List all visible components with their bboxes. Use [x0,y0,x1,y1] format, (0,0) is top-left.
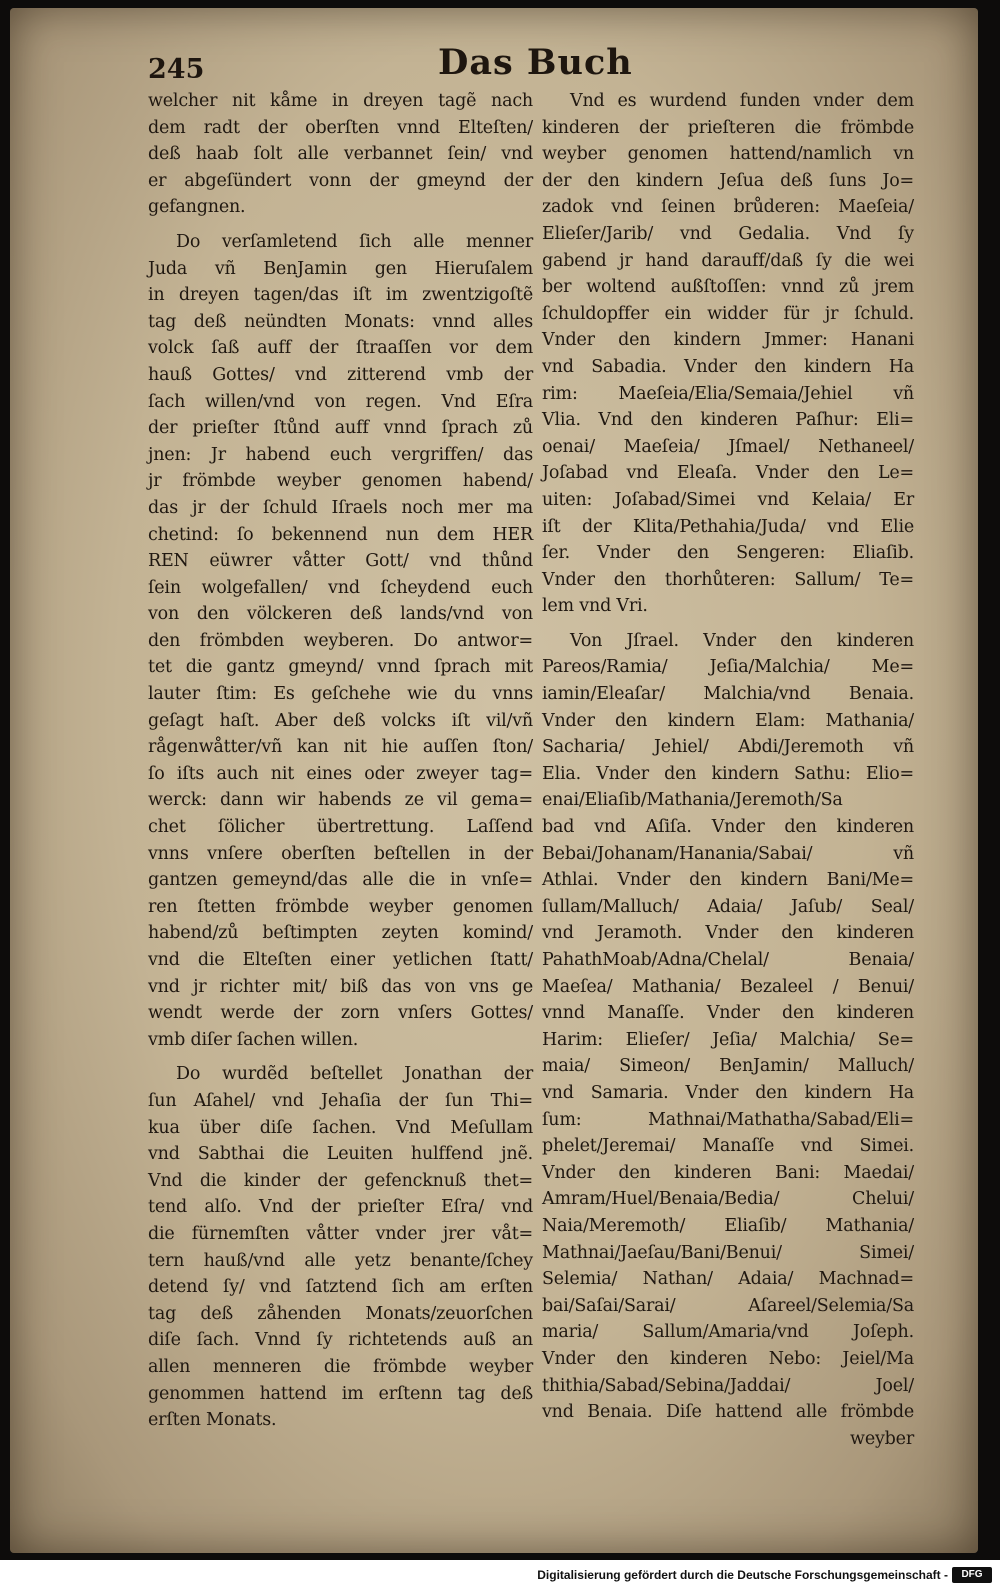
text-line: uiten: Joſabad/Simei vnd Kelaia/ Er [542,489,914,510]
text-line: Pareos/Ramia/ Jeſia/Malchia/ Me= [542,657,914,678]
text-line: ſo iſts auch nit eines oder zweyer tag= [148,763,533,784]
text-line: wendt werde der zorn vnſers Gottes/ [148,1003,533,1024]
text-line: Athlai. Vnder den kindern Bani/Me= [542,870,914,891]
text-line: tern hauß/vnd alle yetz benante/ſchey [148,1250,533,1271]
text-line: Vnd die kinder der gefencknuß thet= [148,1170,533,1191]
text-line: Vlia. Vnd den kinderen Paſhur: Eli= [542,410,914,431]
text-line: der den kindern Jeſua deß ſuns Jo= [542,170,914,191]
text-line: Elieſer/Jarib/ vnd Gedalia. Vnd ſy [542,223,914,244]
text-line: tend alſo. Vnd der prieſter Eſra/ vnd [148,1197,533,1218]
running-head: Das Buch [438,42,633,83]
text-line: ſum: Mathnai/Mathatha/Sabad/Eli= [542,1109,914,1130]
text-line: chet ſölicher übertrettung. Laſſend [148,817,533,838]
text-line: Maeſea/ Mathania/ Bezaleel / Benui/ [542,976,914,997]
text-line: vnd jr richter mit/ biß das von vns ge [148,976,533,997]
text-line: Do verſamletend ſich alle menner [176,231,533,252]
text-line: lem vnd Vri. [542,596,648,617]
text-line: Amram/Huel/Benaia/Bedia/ Chelui/ [542,1189,914,1210]
text-line: rim: Maeſeia/Elia/Semaia/Jehiel vñ [542,383,914,404]
text-line: weyber genomen hattend/namlich vn [542,144,914,165]
text-line: diſe ſach. Vnnd ſy richtetends auß an [148,1330,533,1351]
text-line: jr frömbde weyber genomen habend/ [148,471,533,492]
text-line: ſun Aſahel/ vnd Jehaſia der ſun Thi= [148,1090,533,1111]
funding-credit: Digitalisierung gefördert durch die Deutsche Forschungsgemeinschaft - [537,1568,948,1582]
text-line: vnd Benaia. Diſe hattend alle frömbde [542,1402,914,1423]
text-line: kinderen der prieſteren die frömbde [542,117,914,138]
text-line: Von Jſrael. Vnder den kinderen [570,630,914,651]
text-line: iamin/Eleaſar/ Malchia/vnd Benaia. [542,684,914,705]
text-line: vnnd Manaſſe. Vnder den kinderen [542,1003,914,1024]
text-line: ſullam/Malluch/ Adaia/ Jaſub/ Seal/ [542,896,914,917]
text-line: dem radt der oberſten vnnd Elteſten/ [148,117,533,138]
page-header [148,40,908,88]
text-line: vnns vnſere oberſten beſtellen in der [148,843,533,864]
text-line: genommen hattend im erſtenn tag deß [148,1383,533,1404]
text-line: rågenwåtter/vñ kan nit hie auſſen ſton/ [148,737,533,758]
text-line: bad vnd Aſiſa. Vnder den kinderen [542,817,914,838]
page-number: 245 [148,54,205,85]
text-line: allen menneren die frömbde weyber [148,1356,533,1377]
text-line: werck: dann wir habends ze vil gema= [148,790,533,811]
text-line: tag deß neündten Monats: vnnd alles [148,311,533,332]
text-line: er abgeſündert vonn der gmeynd der [148,170,533,191]
text-line: ſchuldopffer ein widder für jr ſchuld. [542,303,914,324]
text-line: habend/zů beſtimpten zeyten komind/ [148,923,533,944]
text-line: volck ſaß auff der ſtraaſſen vor dem [148,338,533,359]
text-line: ber woltend außſtoſſen: vnnd zů jrem [542,277,914,298]
text-line: der prieſter ſtůnd auff vnnd ſprach zů [148,418,533,439]
text-line: ſein wolgefallen/ vnd ſcheydend euch [148,577,533,598]
text-line: Selemia/ Nathan/ Adaia/ Machnad= [542,1269,914,1290]
text-line: Vnder den kindern Jmmer: Hanani [542,330,914,351]
text-line: welcher nit kåme in dreyen tagẽ nach [148,91,533,111]
text-line: Joſabad vnd Eleaſa. Vnder den Le= [542,463,914,484]
text-line: REN eüwrer våtter Gott/ vnd thůnd [148,551,533,572]
right-text-column [542,88,914,1452]
text-line: oenai/ Maeſeia/ Jſmael/ Nethaneel/ [542,436,914,457]
text-line: ren ſtetten frömbde weyber genomen [148,896,533,917]
text-line: iſt der Klita/Pethahia/Juda/ vnd Elie [542,516,914,537]
text-line: PahathMoab/Adna/Chelal/ Benaia/ [542,950,914,970]
text-line: thithia/Sabad/Sebina/Jaddai/ Joel/ [542,1375,914,1396]
text-line: weyber [850,1428,914,1449]
text-line: bai/Saſai/Sarai/ Aſareel/Selemia/Sa [542,1295,914,1316]
paragraph-gap [148,1053,533,1061]
paragraph-gap [542,620,914,628]
text-line: phelet/Jeremai/ Manaſſe vnd Simei. [542,1136,914,1157]
text-line: Vnder den kinderen Nebo: Jeiel/Ma [542,1348,914,1369]
text-line: Sacharia/ Jehiel/ Abdi/Jeremoth vñ [542,737,914,758]
text-line: maia/ Simeon/ BenJamin/ Malluch/ [542,1056,914,1077]
text-line: Naia/Meremoth/ Eliaſib/ Mathania/ [542,1215,914,1236]
text-line: vnd Sabthai die Leuiten hulffend jnẽ. [148,1144,533,1165]
text-line: ſer. Vnder den Sengeren: Eliaſib. [542,543,914,564]
text-line: in dreyen tagen/das iſt im zwentzigoſtẽ [148,285,533,306]
text-line: Juda vñ BenJamin gen Hieruſalem [148,258,533,279]
left-text-column [148,88,533,1434]
text-line: Vnder den kinderen Bani: Maedai/ [542,1162,914,1183]
text-line: detend ſy/ vnd ſatztend ſich am erſten [148,1277,533,1298]
text-line: maria/ Sallum/Amaria/vnd Joſeph. [542,1322,914,1343]
text-line: jnen: Jr habend euch vergriffen/ das [148,444,533,465]
paragraph-gap [148,221,533,229]
text-line: Vnder den kindern Elam: Mathania/ [542,710,914,731]
text-line: von den völckeren deß lands/vnd von [148,604,533,625]
text-line: ſach willen/vnd von regen. Vnd Eſra [148,391,533,412]
dfg-logo: DFG [952,1567,992,1583]
text-line: Do wurdẽd beſtellet Jonathan der [176,1064,533,1085]
text-line: chetind: ſo bekennend nun dem HER [148,524,533,545]
text-line: deß haab ſolt alle verbannet ſein/ vnd [148,144,533,165]
text-line: hauß Gottes/ vnd zitterend vmb der [148,364,533,385]
text-line: Vnd es wurdend funden vnder dem [570,91,914,111]
text-line: gantzen gemeynd/das alle die in vnſe= [148,870,533,891]
text-line: Bebai/Johanam/Hanania/Sabai/ vñ [542,843,914,864]
text-line: Vnder den thorhůteren: Sallum/ Te= [542,569,914,590]
text-line: vnd Sabadia. Vnder den kindern Ha [542,356,914,377]
text-line: tet die gantz gmeynd/ vnnd ſprach mit [148,657,533,678]
text-line: kua über diſe ſachen. Vnd Meſullam [148,1117,533,1138]
text-line: vnd Samaria. Vnder den kindern Ha [542,1082,914,1103]
text-line: enai/Eliaſib/Mathania/Jeremoth/Sa [542,790,843,811]
digitization-footer [0,1564,1000,1588]
text-line: Elia. Vnder den kindern Sathu: Elio= [542,763,914,784]
text-line: erſten Monats. [148,1410,277,1431]
text-line: Mathnai/Jaeſau/Bani/Benui/ Simei/ [542,1242,914,1263]
text-line: gefangnen. [148,197,246,218]
text-line: den frömbden weyberen. Do antwor= [148,630,533,651]
text-line: vnd die Elteſten einer yetlichen ſtatt/ [148,950,533,970]
text-line: das jr der ſchuld Iſraels noch mer ma [148,497,533,518]
text-line: die fürnemſten våtter vnder jrer våt= [148,1223,533,1244]
text-line: vnd Jeramoth. Vnder den kinderen [542,923,914,944]
text-line: gabend jr hand darauff/daß ſy die wei [542,250,914,271]
text-line: tag deß zåhenden Monats/zeuorſchen [148,1303,533,1324]
text-line: Harim: Elieſer/ Jeſia/ Malchia/ Se= [542,1029,914,1050]
text-line: vmb diſer ſachen willen. [148,1029,359,1050]
text-line: lauter ſtim: Es geſchehe wie du vnns [148,684,533,705]
text-line: geſagt haſt. Aber deß volcks iſt vil/vñ [148,710,533,731]
text-line: zadok vnd ſeinen brůderen: Maeſeia/ [542,197,914,218]
